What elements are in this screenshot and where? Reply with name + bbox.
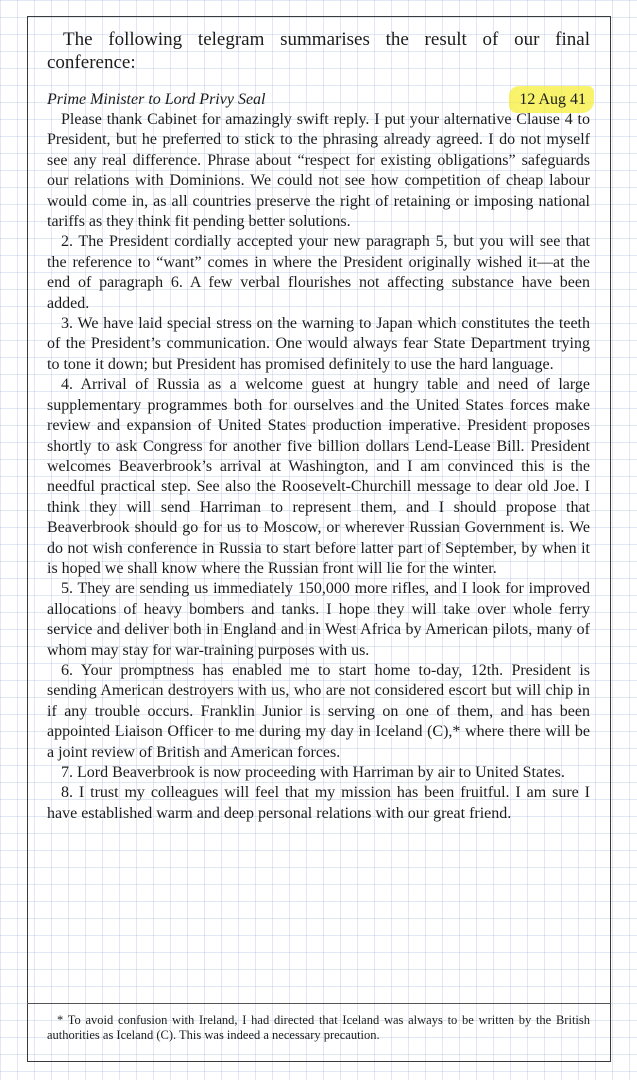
telegram-paragraph-3: 3. We have laid special stress on the warning to Japan which constitutes the teeth of the President’s communication. One would always fear State Department trying to tone it down; but President has promised definitely to use the hard language. bbox=[47, 315, 590, 373]
telegram-date-highlighted: 12 Aug 41 bbox=[515, 90, 590, 110]
telegram-paragraph-8: 8. I trust my colleagues will feel that my mission has been fruitful. I am sure I have established warm and deep personal relations with our great friend. bbox=[47, 784, 590, 822]
telegram-paragraph-7: 7. Lord Beaverbrook is now proceeding with Harriman by air to United States. bbox=[61, 764, 565, 781]
footnote: * To avoid confusion with Ireland, I had directed that Iceland was always to be written by the British authorities as Iceland (C). This was indeed a necessary precaution. bbox=[47, 1013, 590, 1042]
telegram-paragraph-5: 5. They are sending us immediately 150,000 more rifles, and I look for improved allocations of heavy bombers and tanks. I hope they will take over whole ferry service and deliver both in England and in West Africa by American pilots, many of whom may stay for war-training purposes with us. bbox=[47, 580, 590, 659]
telegram-paragraph-1: Please thank Cabinet for amazingly swift reply. I put your alternative Clause 4 to President, but he preferred to stick to the phrasing already agreed. I do not myself see any real difference. Phrase about “respect for existing obligations” safeguards our relations with Dominions. We could not see how competition of cheap labour would come in, as all countries preserve the right of retaining or imposing national tariffs as they think fit pending better solutions. bbox=[47, 111, 590, 231]
telegram-from-to: Prime Minister to Lord Privy Seal bbox=[47, 91, 266, 108]
intro-paragraph: The following telegram summarises the result of our final conference: bbox=[47, 29, 590, 73]
footnote-divider bbox=[27, 1003, 611, 1004]
telegram-paragraph-6: 6. Your promptness has enabled me to start home to-day, 12th. President is sending American destroyers with us, who are not considered escort but will chip in if any trouble occurs. Franklin Junior is serving on one of them, and has been appointed Liaison Officer to me during my day in Iceland (C),* where there will be a joint review of British and American forces. bbox=[47, 661, 590, 761]
page-body bbox=[47, 20, 590, 824]
telegram-paragraph-2: 2. The President cordially accepted your new paragraph 5, but you will see that the reference to “want” comes in where the President originally wished it—at the end of paragraph 6. A few verbal flourishes not affecting substance have been added. bbox=[47, 233, 590, 312]
telegram-heading bbox=[47, 90, 590, 110]
telegram-paragraph-4: 4. Arrival of Russia as a welcome guest at hungry table and need of large supplementary programmes both for ourselves and the United States forces make review and expansion of United States production imperative. President proposes shortly to ask Congress for another five billion dollars Lend-Lease Bill. President welcomes Beaverbrook’s arrival at Washington, and I am convinced this is the needful practical step. See also the Roosevelt-Churchill message to dear old Joe. I think they will send Harriman to represent them, and I should propose that Beaverbrook should go for us to Moscow, or wherever Russian Government is. We do not wish conference in Russia to start before latter part of September, by when it is hoped we shall know where the Russian front will lie for the winter. bbox=[47, 376, 590, 577]
